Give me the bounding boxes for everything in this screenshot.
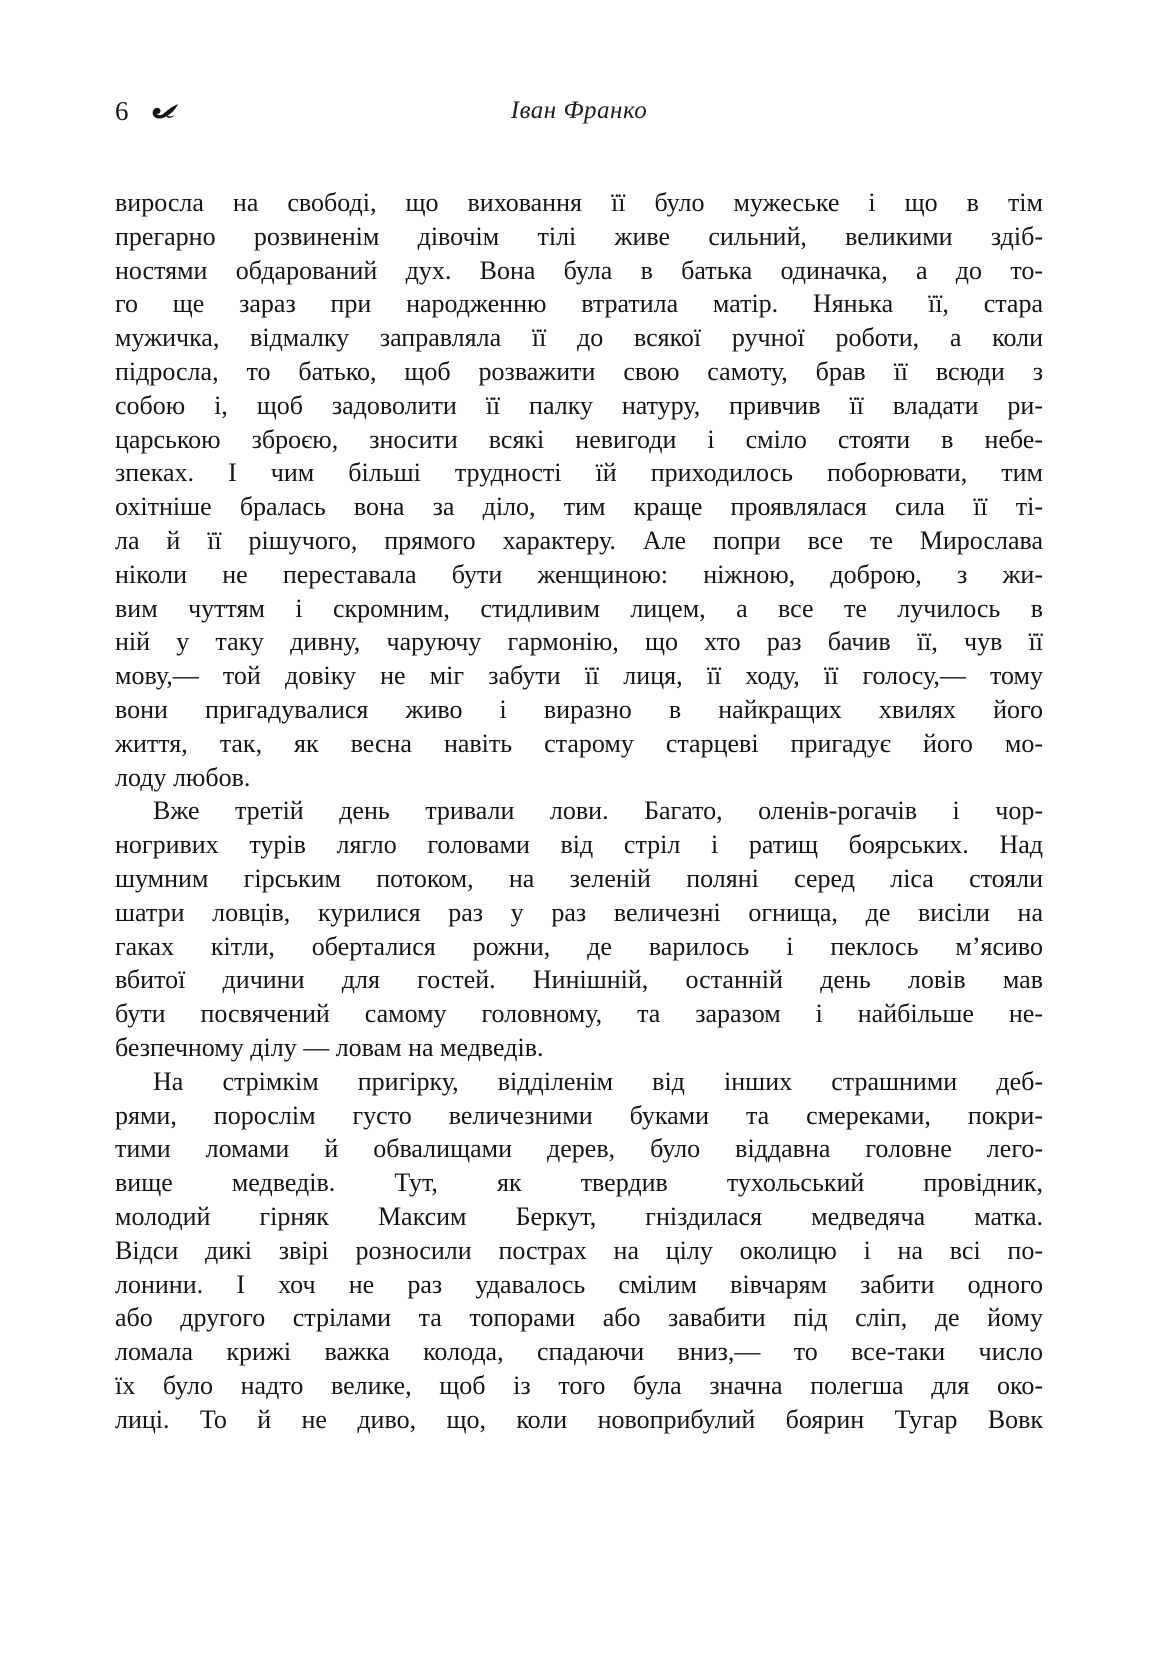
text-line: шатри ловців, курилися раз у раз величезні огнища, де висіли на — [115, 897, 1043, 927]
text-line: ній у таку дивну, чаруючу гармонію, що хто раз бачив її, чув її — [115, 627, 1043, 657]
text-line: шумним гірським потоком, на зеленій поляні серед ліса стояли — [115, 863, 1043, 893]
text-line: тими ломами й обвалищами дерев, було віддавна головне лего- — [115, 1134, 1043, 1164]
text-line: прегарно розвиненім дівочім тілі живе сильний, великими здіб- — [115, 221, 1043, 251]
text-line: царською зброєю, зносити всякі невигоди і сміло стояти в небе- — [115, 424, 1043, 454]
text-line: лиці. То й не диво, що, коли новоприбулий боярин Тугар Вовк — [115, 1404, 1043, 1434]
text-line: їх було надто велике, щоб із того була значна полегша для око- — [115, 1370, 1043, 1400]
text-line: вище медведів. Тут, як твердив тухольський провідник, — [115, 1168, 1043, 1198]
text-line: На стрімкім пригірку, відділенім від інших страшними деб- — [153, 1066, 1043, 1096]
text-line: лонини. І хоч не раз удавалось смілим вівчарям забити одного — [115, 1269, 1043, 1299]
running-title: Іван Франко — [510, 97, 648, 124]
text-line: Вже третій день тривали лови. Багато, оленів-рогачів і чор- — [153, 796, 1043, 826]
running-header — [115, 94, 1043, 128]
page-number: 6 — [115, 96, 129, 126]
text-line: мову,— той довіку не міг забути її лиця, її ходу, її голосу,— тому — [115, 661, 1043, 691]
text-line: ломала крижі важка колода, спадаючи вниз,— то все-таки число — [115, 1337, 1043, 1367]
text-line: ногривих турів лягло головами від стріл і ратищ боярських. Над — [115, 830, 1043, 860]
text-line: молодий гірняк Максим Беркут, гніздилася медведяча матка. — [115, 1201, 1043, 1231]
text-line: рями, порослім густо величезними буками та смереками, покри- — [115, 1100, 1043, 1130]
text-line: вбитої дичини для гостей. Нинішній, останній день ловів мав — [115, 965, 1043, 995]
text-line: бути посвячений самому головному, та заразом і найбільше не- — [115, 999, 1043, 1029]
text-line: безпечному ділу — ловам на медведів. — [115, 1032, 544, 1062]
text-line: зпеках. І чим більші трудності їй приходилось поборювати, тим — [115, 458, 1043, 488]
text-line: лоду любов. — [115, 762, 251, 792]
text-line: собою і, щоб задоволити її палку натуру, привчив її владати ри- — [115, 390, 1043, 420]
text-line: життя, так, як весна навіть старому старцеві пригадує його мо- — [115, 728, 1043, 758]
text-line: вони пригадувалися живо і виразно в найкращих хвилях його — [115, 694, 1043, 724]
text-line: ніколи не переставала бути женщиною: ніжною, доброю, з жи- — [115, 559, 1043, 589]
text-line: ла й її рішучого, прямого характеру. Але попри все те Мирослава — [115, 525, 1043, 555]
text-line: охітніше бралась вона за діло, тим краще проявлялася сила її ті- — [115, 492, 1043, 522]
text-line: підросла, то батько, щоб розважити свою самоту, брав її всюди з — [115, 356, 1043, 386]
body-text — [115, 186, 1043, 1436]
text-line: або другого стрілами та топорами або завабити під сліп, де йому — [115, 1303, 1043, 1333]
text-line: Відси дикі звірі розносили пострах на цілу околицю і на всі по- — [115, 1235, 1043, 1265]
text-line: ностями обдарований дух. Вона була в батька одиначка, а до то- — [115, 255, 1043, 285]
text-line: вим чуттям і скромним, стидливим лицем, а все те лучилось в — [115, 593, 1043, 623]
text-line: го ще зараз при народженню втратила матір. Нянька її, стара — [115, 289, 1043, 319]
text-line: гаках кітли, оберталися рожни, де варилось і пеклось м’ясиво — [115, 931, 1043, 961]
text-line: виросла на свободі, що виховання її було мужеське і що в тім — [115, 188, 1043, 217]
text-line: мужичка, відмалку заправляла її до всякої ручної роботи, а коли — [115, 323, 1043, 353]
